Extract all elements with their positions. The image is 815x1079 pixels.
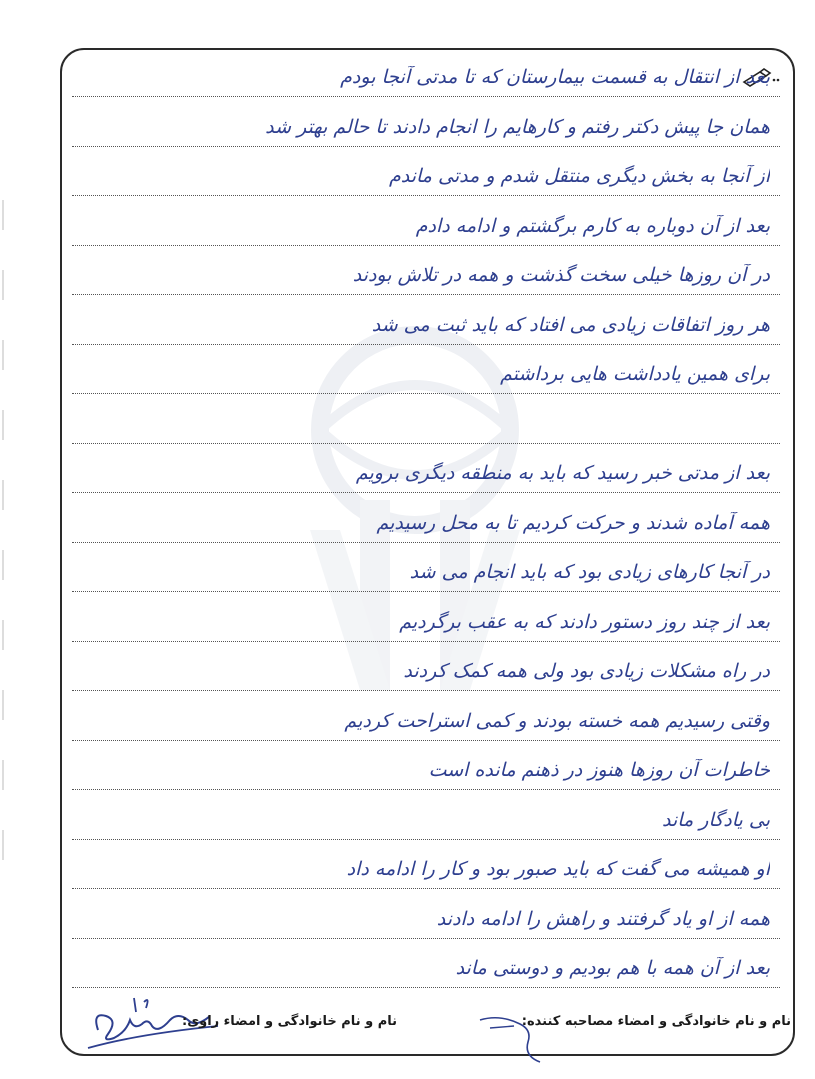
handwritten-line: بعد از چند روز دستور دادند که به عقب برگردیم xyxy=(399,611,770,633)
handwritten-line: بعد از انتقال به قسمت بیمارستان که تا مدتی آنجا بودم xyxy=(340,66,770,88)
narrator-signature-label: نام و نام خانوادگی و امضاء راوی: xyxy=(182,1014,397,1029)
handwritten-line: او همیشه می گفت که باید صبور بود و کار را ادامه داد xyxy=(346,858,770,880)
handwritten-line: از آنجا به بخش دیگری منتقل شدم و مدتی ماندم xyxy=(388,165,770,187)
handwritten-line: همان جا پیش دکتر رفتم و کارهایم را انجام دادند تا حالم بهتر شد xyxy=(265,116,770,138)
handwritten-line xyxy=(80,413,770,449)
handwritten-line: بعد از آن همه با هم بودیم و دوستی ماند xyxy=(455,957,770,979)
handwritten-line: هر روز اتفاقات زیادی می افتاد که باید ثبت می شد xyxy=(371,314,770,336)
interviewer-signature-label: نام و نام خانوادگی و امضاء مصاحبه کننده: xyxy=(521,1014,791,1029)
handwritten-line: خاطرات آن روزها هنوز در ذهنم مانده است xyxy=(428,759,770,781)
handwritten-line: بعد از آن دوباره به کارم برگشتم و ادامه دادم xyxy=(415,215,770,237)
handwritten-line: در آن روزها خیلی سخت گذشت و همه در تلاش بودند xyxy=(352,264,770,286)
handwritten-line: در آنجا کارهای زیادی بود که باید انجام می شد xyxy=(409,561,770,583)
handwritten-line: وقتی رسیدیم همه خسته بودند و کمی استراحت کردیم xyxy=(344,710,770,732)
handwritten-line: همه از او یاد گرفتند و راهش را ادامه دادند xyxy=(436,908,770,930)
handwritten-line: برای همین یادداشت هایی برداشتم xyxy=(500,363,770,385)
handwritten-line: بعد از مدتی خبر رسید که باید به منطقه دیگری برویم xyxy=(355,462,770,484)
handwritten-line: در راه مشکلات زیادی بود ولی همه کمک کردند xyxy=(403,660,770,682)
handwritten-line: همه آماده شدند و حرکت کردیم تا به محل رسیدیم xyxy=(376,512,770,534)
scan-edge-shadow xyxy=(0,0,6,1075)
handwritten-line: بی یادگار ماند xyxy=(662,809,770,831)
